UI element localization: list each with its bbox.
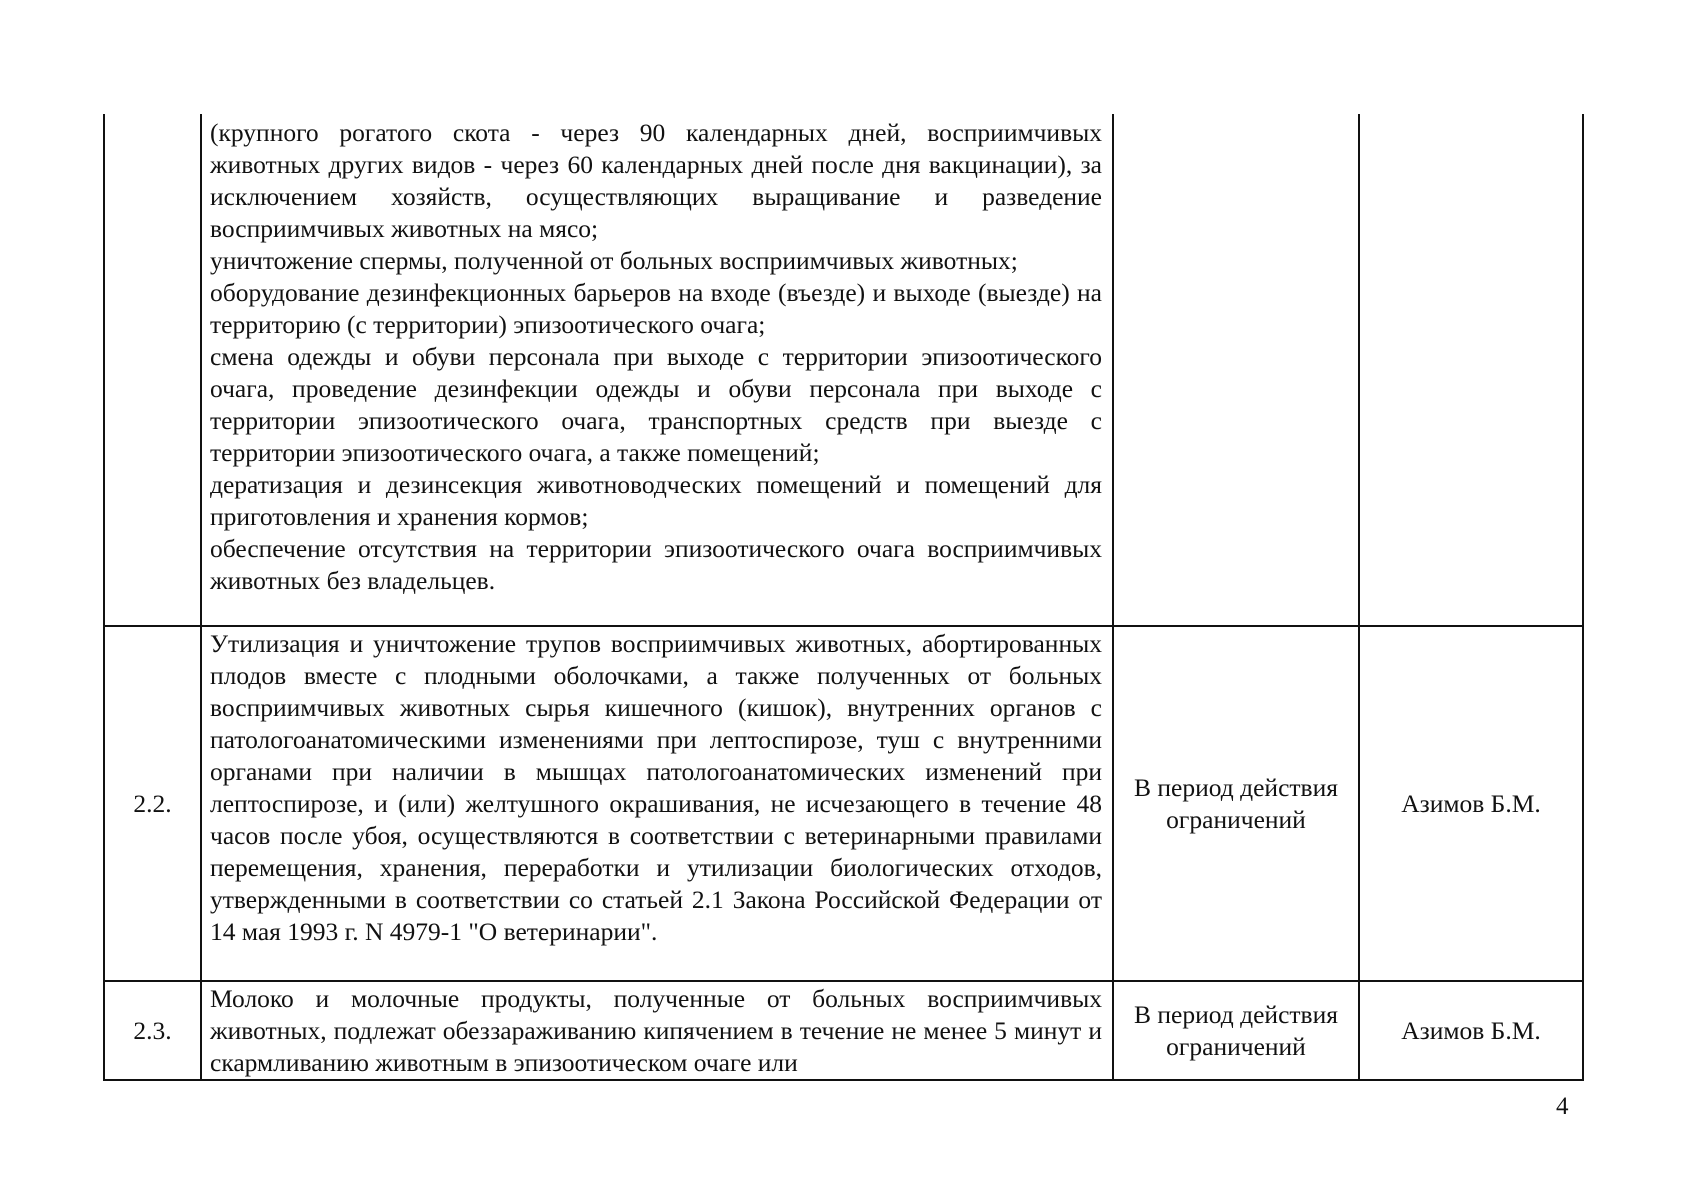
measures-table	[103, 114, 1584, 1081]
page-number: 4	[1556, 1093, 1569, 1120]
responsible-cell: Азимов Б.М.	[1359, 626, 1583, 981]
period-cell	[1113, 114, 1359, 626]
measure-text	[201, 981, 1113, 1080]
paragraph: Молоко и молочные продукты, полученные от больных восприимчивых животных, подлежат обеззараживанию кипячением в течение не менее 5 минут и скармливанию животным в эпизоотическом очаге или	[210, 984, 1102, 1077]
measure-text	[201, 114, 1113, 626]
paragraph: обеспечение отсутствия на территории эпизоотического очага восприимчивых животных без владельцев.	[210, 534, 1102, 595]
responsible-cell	[1359, 114, 1583, 626]
table-row	[104, 626, 1583, 981]
paragraph: Утилизация и уничтожение трупов восприимчивых животных, абортированных плодов вместе с плодными оболочками, а также полученных от больных восприимчивых животных сырья кишечного (кишок), внутренних органов с патологоанатомическими изменениями при лептоспирозе, туш с внутренними органами при наличии в мышцах патологоанатомических изменений при лептоспирозе, и (или) желтушного окрашивания, не исчезающего в течение 48 часов после убоя, осуществляются в соответствии с ветеринарными правилами перемещения, хранения, переработки и утилизации биологических отходов, утвержденными в соответствии со статьей 2.1 Закона Российской Федерации от 14 мая 1993 г. N 4979-1 "О ветеринарии".	[210, 629, 1102, 946]
period-text: В период действия ограничений	[1134, 999, 1338, 1061]
row-number: 2.2.	[104, 626, 201, 981]
period-cell	[1113, 626, 1359, 981]
row-number	[104, 114, 201, 626]
table-row	[104, 981, 1583, 1080]
row-number: 2.3.	[104, 981, 201, 1080]
paragraph: уничтожение спермы, полученной от больных восприимчивых животных;	[210, 246, 1018, 275]
responsible-cell: Азимов Б.М.	[1359, 981, 1583, 1080]
paragraph: (крупного рогатого скота - через 90 календарных дней, восприимчивых животных других видов - через 60 календарных дней после дня вакцинации), за исключением хозяйств, осуществляющих выращивание и разведение восприимчивых животных на мясо;	[210, 118, 1102, 243]
measure-text	[201, 626, 1113, 981]
paragraph: оборудование дезинфекционных барьеров на входе (въезде) и выходе (выезде) на территорию (с территории) эпизоотического очага;	[210, 278, 1102, 339]
period-cell	[1113, 981, 1359, 1080]
paragraph: дератизация и дезинсекция животноводческих помещений и помещений для приготовления и хранения кормов;	[210, 470, 1102, 531]
paragraph: смена одежды и обуви персонала при выходе с территории эпизоотического очага, проведение дезинфекции одежды и обуви персонала при выходе с территории эпизоотического очага, транспортных средств при выезде с территории эпизоотического очага, а также помещений;	[210, 342, 1102, 467]
period-text: В период действия ограничений	[1134, 772, 1338, 834]
table-row	[104, 114, 1583, 626]
